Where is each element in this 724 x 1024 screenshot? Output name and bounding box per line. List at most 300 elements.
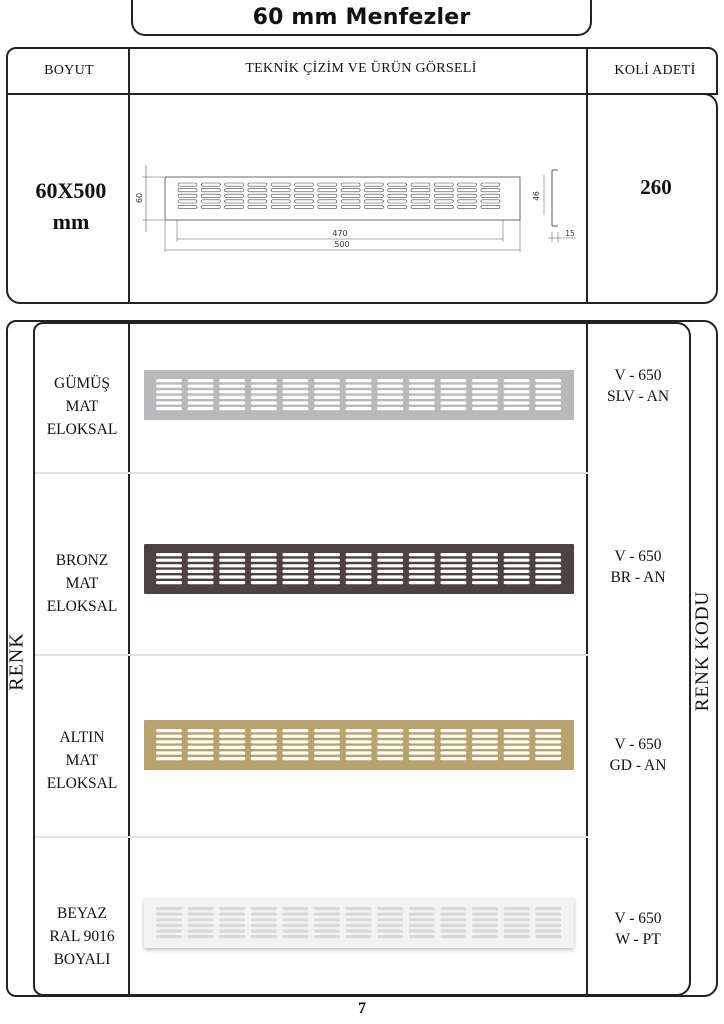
- slot: [188, 575, 214, 578]
- color-name-line: MAT: [65, 575, 99, 592]
- slot: [251, 907, 277, 910]
- slot: [504, 390, 530, 393]
- slot: [535, 935, 561, 938]
- slot: [481, 189, 500, 192]
- slot: [346, 401, 372, 404]
- slot: [440, 918, 466, 921]
- slot: [535, 570, 561, 573]
- slot: [341, 205, 360, 208]
- slot: [377, 918, 403, 921]
- slot: [248, 183, 267, 186]
- slot: [409, 735, 435, 738]
- slot: [219, 913, 245, 916]
- slot: [504, 581, 530, 584]
- slot: [282, 924, 308, 927]
- slot: [341, 189, 360, 192]
- slot: [156, 740, 182, 743]
- product-image-gold: [144, 720, 574, 770]
- slot: [219, 929, 245, 932]
- slot: [472, 913, 498, 916]
- slot: [472, 924, 498, 927]
- slot: [364, 189, 383, 192]
- page-number: 7: [358, 1000, 366, 1017]
- slot: [318, 194, 337, 197]
- slot: [188, 581, 214, 584]
- slot: [156, 929, 182, 932]
- slot: [271, 194, 290, 197]
- slot: [409, 407, 435, 410]
- slot: [504, 929, 530, 932]
- slot: [472, 735, 498, 738]
- slot: [156, 390, 182, 393]
- slot: [251, 918, 277, 921]
- slot: [219, 396, 245, 399]
- slot: [364, 200, 383, 203]
- color-name-line: BOYALI: [53, 951, 111, 968]
- slot: [282, 401, 308, 404]
- color-name-line: BRONZ: [55, 552, 109, 569]
- slot: [295, 189, 314, 192]
- slot: [188, 407, 214, 410]
- slot: [188, 564, 214, 567]
- slot: [434, 189, 453, 192]
- slot: [535, 575, 561, 578]
- slot: [409, 570, 435, 573]
- slot: [504, 729, 530, 732]
- slot: [377, 407, 403, 410]
- slot: [282, 390, 308, 393]
- slot: [251, 575, 277, 578]
- slot: [314, 396, 340, 399]
- slot: [535, 746, 561, 749]
- slot: [219, 918, 245, 921]
- slot: [472, 564, 498, 567]
- slot: [219, 564, 245, 567]
- slot: [472, 559, 498, 562]
- slot: [409, 918, 435, 921]
- slot: [282, 559, 308, 562]
- color-name-line: ELOKSAL: [46, 598, 118, 615]
- slot: [388, 200, 407, 203]
- slot: [346, 735, 372, 738]
- slot: [156, 913, 182, 916]
- slot: [156, 729, 182, 732]
- slot: [440, 564, 466, 567]
- slot: [156, 570, 182, 573]
- slot: [458, 189, 477, 192]
- slot: [282, 935, 308, 938]
- slot: [295, 194, 314, 197]
- slot: [377, 729, 403, 732]
- slot: [504, 907, 530, 910]
- slot: [156, 407, 182, 410]
- slot: [472, 385, 498, 388]
- slot: [535, 913, 561, 916]
- slot: [377, 746, 403, 749]
- color-name-white: [36, 902, 128, 971]
- spec-divider-2: [586, 93, 588, 304]
- slot: [535, 559, 561, 562]
- slot: [282, 581, 308, 584]
- slot: [504, 913, 530, 916]
- slot: [504, 564, 530, 567]
- slot: [377, 751, 403, 754]
- slot: [504, 407, 530, 410]
- drawing-outline: [165, 177, 520, 220]
- slot: [409, 913, 435, 916]
- slot: [282, 913, 308, 916]
- slot: [409, 559, 435, 562]
- slot: [440, 581, 466, 584]
- slot: [188, 757, 214, 760]
- slot: [314, 751, 340, 754]
- slot: [156, 385, 182, 388]
- slot: [178, 200, 197, 203]
- slot: [225, 189, 244, 192]
- slot: [188, 570, 214, 573]
- slot: [377, 575, 403, 578]
- slot: [341, 183, 360, 186]
- header-divider-1: [128, 47, 130, 95]
- color-name-bronze: [36, 549, 128, 618]
- slot: [364, 183, 383, 186]
- color-name-line: MAT: [65, 398, 99, 415]
- slot: [504, 751, 530, 754]
- slot: [314, 740, 340, 743]
- renk-kodu-label: RENK KODU: [692, 590, 713, 712]
- slot: [219, 581, 245, 584]
- slot: [535, 564, 561, 567]
- color-code-silver: [588, 365, 688, 407]
- color-name-line: ELOKSAL: [46, 421, 118, 438]
- slot: [219, 401, 245, 404]
- slot: [188, 929, 214, 932]
- color-code-line: V - 650: [614, 736, 662, 753]
- slot: [377, 379, 403, 382]
- dim-15-label: 15: [565, 229, 575, 238]
- slot: [346, 740, 372, 743]
- slot: [346, 385, 372, 388]
- header-divider-2: [586, 47, 588, 95]
- slot: [472, 379, 498, 382]
- slot: [251, 379, 277, 382]
- slot: [409, 924, 435, 927]
- slot: [248, 194, 267, 197]
- slot: [481, 200, 500, 203]
- slot: [251, 407, 277, 410]
- colors-divider-1: [128, 322, 130, 996]
- slot: [377, 935, 403, 938]
- slot: [535, 407, 561, 410]
- slot: [156, 918, 182, 921]
- slot: [346, 751, 372, 754]
- color-name-line: ALTIN: [59, 729, 105, 746]
- header-drawing: TEKNİK ÇİZİM VE ÜRÜN GÖRSELİ: [245, 61, 477, 76]
- slot: [346, 570, 372, 573]
- slot: [472, 407, 498, 410]
- slot: [282, 575, 308, 578]
- slot: [219, 570, 245, 573]
- slot: [251, 385, 277, 388]
- header-size: BOYUT: [44, 63, 94, 78]
- slot: [434, 200, 453, 203]
- slot: [346, 907, 372, 910]
- slot: [314, 907, 340, 910]
- slot: [535, 581, 561, 584]
- color-code-line: SLV - AN: [606, 388, 670, 405]
- color-name-line: ELOKSAL: [46, 775, 118, 792]
- slot: [472, 581, 498, 584]
- slot: [472, 729, 498, 732]
- slot: [504, 757, 530, 760]
- slot: [282, 735, 308, 738]
- slot: [440, 407, 466, 410]
- slot: [409, 390, 435, 393]
- slot: [219, 757, 245, 760]
- slot: [377, 559, 403, 562]
- slot: [409, 935, 435, 938]
- slot: [440, 379, 466, 382]
- slot: [201, 194, 220, 197]
- slot: [409, 379, 435, 382]
- slot: [409, 751, 435, 754]
- slot: [535, 918, 561, 921]
- slot: [251, 924, 277, 927]
- slot: [314, 407, 340, 410]
- slot: [314, 746, 340, 749]
- slot: [314, 570, 340, 573]
- slot: [251, 935, 277, 938]
- slot: [440, 913, 466, 916]
- color-name-line: RAL 9016: [49, 928, 115, 945]
- slot: [188, 735, 214, 738]
- slot: [504, 401, 530, 404]
- slot: [314, 581, 340, 584]
- slot: [188, 907, 214, 910]
- slot: [251, 757, 277, 760]
- slot: [282, 570, 308, 573]
- color-name-gold: [36, 726, 128, 795]
- slot: [535, 401, 561, 404]
- slot: [188, 729, 214, 732]
- slot: [440, 924, 466, 927]
- slot: [535, 929, 561, 932]
- slot: [346, 407, 372, 410]
- slot: [178, 194, 197, 197]
- slot: [346, 575, 372, 578]
- dim-500-label: 500: [334, 240, 350, 249]
- slot: [472, 757, 498, 760]
- slot: [156, 757, 182, 760]
- slot: [188, 751, 214, 754]
- slot: [346, 757, 372, 760]
- slot: [535, 379, 561, 382]
- dim-height-label: 60: [135, 192, 144, 204]
- row-separator: [35, 654, 588, 656]
- slot: [377, 564, 403, 567]
- row-separator: [35, 472, 588, 474]
- slot: [282, 907, 308, 910]
- slot: [434, 194, 453, 197]
- slot: [188, 401, 214, 404]
- slot: [377, 929, 403, 932]
- slot: [346, 913, 372, 916]
- slot: [409, 553, 435, 556]
- slot: [440, 929, 466, 932]
- color-code-line: V - 650: [614, 548, 662, 565]
- slot: [440, 907, 466, 910]
- slot: [295, 200, 314, 203]
- grille-slots: [144, 370, 574, 420]
- slot: [409, 581, 435, 584]
- color-code-line: V - 650: [614, 367, 662, 384]
- slot: [346, 746, 372, 749]
- slot: [188, 396, 214, 399]
- slot: [156, 379, 182, 382]
- slot: [188, 913, 214, 916]
- slot: [388, 183, 407, 186]
- drawing-slots: [178, 183, 500, 209]
- slot: [472, 553, 498, 556]
- colors-inner-table: [33, 322, 691, 996]
- slot: [282, 407, 308, 410]
- qty-value: 260: [640, 175, 672, 199]
- slot: [409, 757, 435, 760]
- slot: [219, 751, 245, 754]
- technical-drawing: [130, 150, 586, 260]
- slot: [248, 200, 267, 203]
- slot: [458, 183, 477, 186]
- slot: [472, 746, 498, 749]
- slot: [271, 183, 290, 186]
- slot: [156, 735, 182, 738]
- slot: [219, 746, 245, 749]
- slot: [219, 924, 245, 927]
- color-code-line: W - PT: [615, 931, 661, 948]
- slot: [440, 575, 466, 578]
- slot: [411, 194, 430, 197]
- renk-label: RENK: [5, 632, 28, 691]
- slot: [318, 200, 337, 203]
- slot: [314, 575, 340, 578]
- dim-46-label: 46: [532, 191, 541, 201]
- slot: [219, 729, 245, 732]
- dim-470-label: 470: [332, 229, 348, 238]
- slot: [314, 924, 340, 927]
- slot: [411, 189, 430, 192]
- slot: [440, 385, 466, 388]
- slot: [481, 205, 500, 208]
- slot: [188, 379, 214, 382]
- slot: [409, 564, 435, 567]
- slot: [219, 735, 245, 738]
- slot: [156, 746, 182, 749]
- slot: [225, 200, 244, 203]
- grille-slots: [144, 720, 574, 770]
- slot: [188, 559, 214, 562]
- slot: [282, 740, 308, 743]
- slot: [251, 751, 277, 754]
- slot: [440, 390, 466, 393]
- slot: [251, 390, 277, 393]
- slot: [178, 183, 197, 186]
- slot: [377, 913, 403, 916]
- slot: [156, 924, 182, 927]
- slot: [251, 564, 277, 567]
- slot: [282, 746, 308, 749]
- slot: [472, 918, 498, 921]
- slot: [248, 189, 267, 192]
- slot: [411, 183, 430, 186]
- slot: [346, 396, 372, 399]
- slot: [314, 918, 340, 921]
- slot: [188, 553, 214, 556]
- slot: [282, 929, 308, 932]
- slot: [472, 907, 498, 910]
- slot: [535, 740, 561, 743]
- title-box: [131, 0, 592, 36]
- slot: [282, 379, 308, 382]
- slot: [504, 924, 530, 927]
- slot: [346, 729, 372, 732]
- slot: [504, 740, 530, 743]
- slot: [251, 553, 277, 556]
- color-code-bronze: [588, 546, 688, 588]
- slot: [225, 194, 244, 197]
- slot: [377, 735, 403, 738]
- slot: [472, 570, 498, 573]
- slot: [251, 581, 277, 584]
- slot: [314, 553, 340, 556]
- slot: [409, 746, 435, 749]
- slot: [411, 200, 430, 203]
- slot: [504, 553, 530, 556]
- slot: [409, 385, 435, 388]
- slot: [219, 559, 245, 562]
- slot: [377, 553, 403, 556]
- slot: [377, 396, 403, 399]
- slot: [440, 559, 466, 562]
- slot: [377, 581, 403, 584]
- slot: [201, 205, 220, 208]
- slot: [318, 183, 337, 186]
- slot: [314, 913, 340, 916]
- slot: [282, 729, 308, 732]
- slot: [271, 189, 290, 192]
- slot: [346, 929, 372, 932]
- slot: [346, 581, 372, 584]
- slot: [377, 907, 403, 910]
- slot: [409, 907, 435, 910]
- slot: [219, 907, 245, 910]
- slot: [295, 183, 314, 186]
- slot: [219, 935, 245, 938]
- slot: [440, 401, 466, 404]
- slot: [411, 205, 430, 208]
- color-name-line: BEYAZ: [57, 905, 107, 922]
- slot: [472, 740, 498, 743]
- slot: [535, 751, 561, 754]
- slot: [440, 570, 466, 573]
- slot: [504, 385, 530, 388]
- slot: [346, 935, 372, 938]
- slot: [346, 564, 372, 567]
- slot: [282, 757, 308, 760]
- slot: [409, 401, 435, 404]
- slot: [472, 390, 498, 393]
- slot: [295, 205, 314, 208]
- slot: [440, 396, 466, 399]
